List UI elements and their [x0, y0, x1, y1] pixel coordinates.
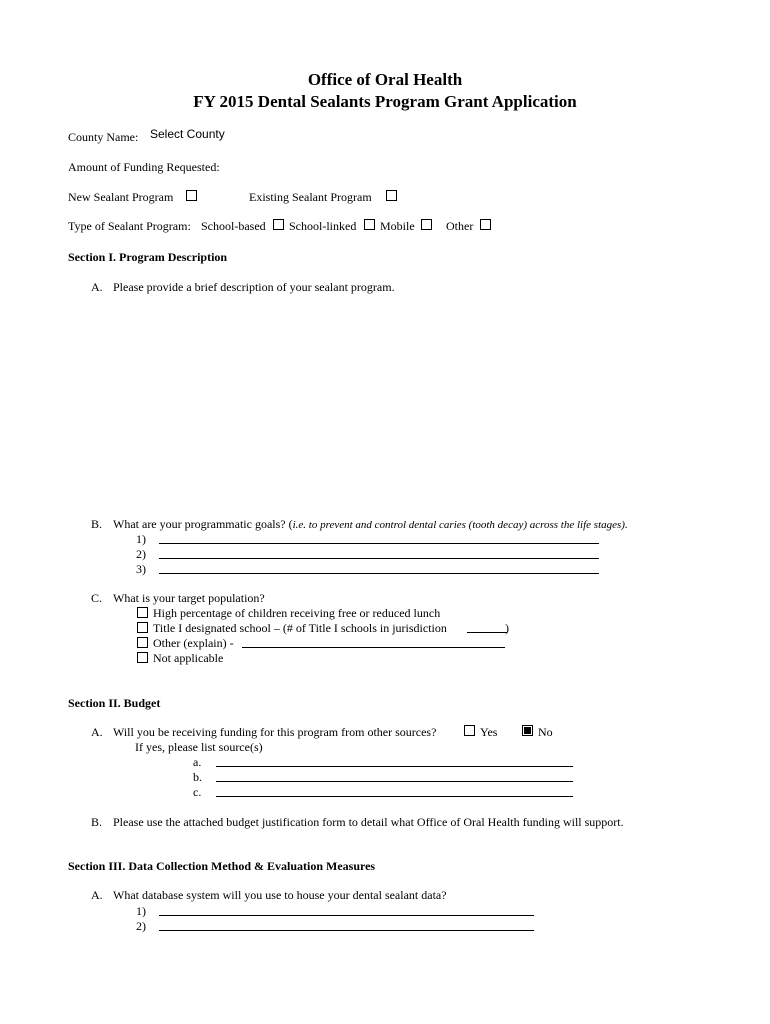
source-c-field[interactable] [216, 796, 573, 797]
database-1-label: 1) [136, 904, 146, 918]
source-b-field[interactable] [216, 781, 573, 782]
mobile-checkbox[interactable] [421, 219, 432, 230]
section-2-heading: Section II. Budget [68, 696, 161, 710]
database-2-label: 2) [136, 919, 146, 933]
target-other-explain-field[interactable] [242, 647, 505, 648]
source-a-field[interactable] [216, 766, 573, 767]
section-3a-letter: A. [91, 888, 103, 902]
goal-2-field[interactable] [159, 558, 599, 559]
existing-program-label: Existing Sealant Program [249, 190, 372, 204]
target-title-i-label: Title I designated school – (# of Title I schools in jurisdiction [153, 621, 447, 635]
county-label: County Name: [68, 130, 139, 144]
section-3a-question: What database system will you use to house your dental sealant data? [113, 888, 447, 902]
funding-sources-prompt: If yes, please list source(s) [135, 740, 263, 754]
page-subtitle: FY 2015 Dental Sealants Program Grant Application [193, 92, 577, 111]
source-c-label: c. [193, 785, 202, 799]
other-funding-yes-label: Yes [480, 725, 498, 739]
program-type-label: Type of Sealant Program: [68, 219, 191, 233]
goal-1-label: 1) [136, 532, 146, 546]
section-2a-letter: A. [91, 725, 103, 739]
page-title: Office of Oral Health [307, 70, 463, 89]
section-2b-instruction: Please use the attached budget justification form to detail what Office of Oral Health funding will support. [113, 815, 624, 829]
database-1-field[interactable] [159, 915, 534, 916]
target-not-applicable-label: Not applicable [153, 651, 224, 665]
school-based-checkbox[interactable] [273, 219, 284, 230]
funding-label: Amount of Funding Requested: [68, 160, 220, 174]
option-other-label: Other [446, 219, 474, 233]
county-select[interactable]: Select County [150, 127, 225, 141]
target-title-i-checkbox[interactable] [137, 622, 148, 633]
section-1a-question: Please provide a brief description of your sealant program. [113, 280, 395, 294]
target-other-label: Other (explain) - [153, 636, 234, 650]
title-i-count-field[interactable] [467, 632, 507, 633]
section-1-heading: Section I. Program Description [68, 250, 228, 264]
database-2-field[interactable] [159, 930, 534, 931]
other-funding-no-label: No [538, 725, 553, 739]
section-1b-question: What are your programmatic goals? (i.e. to prevent and control dental caries (tooth decay) across the life stages). [113, 517, 628, 531]
other-funding-yes-checkbox[interactable] [464, 725, 475, 736]
option-school-linked-label: School-linked [289, 219, 357, 233]
other-checkbox[interactable] [480, 219, 491, 230]
option-school-based-label: School-based [201, 219, 266, 233]
section-1c-question: What is your target population? [113, 591, 265, 605]
section-3-heading: Section III. Data Collection Method & Evaluation Measures [68, 859, 376, 873]
goal-3-field[interactable] [159, 573, 599, 574]
section-1c-letter: C. [91, 591, 103, 605]
new-program-label: New Sealant Program [68, 190, 174, 204]
source-a-label: a. [193, 755, 202, 769]
option-mobile-label: Mobile [380, 219, 415, 233]
section-2b-letter: B. [91, 815, 103, 829]
target-title-i-suffix: ) [505, 621, 509, 635]
school-linked-checkbox[interactable] [364, 219, 375, 230]
target-high-percentage-label: High percentage of children receiving free or reduced lunch [153, 606, 441, 620]
goal-2-label: 2) [136, 547, 146, 561]
target-other-checkbox[interactable] [137, 637, 148, 648]
goal-1-field[interactable] [159, 543, 599, 544]
section-2a-question: Will you be receiving funding for this program from other sources? [113, 725, 437, 739]
existing-program-checkbox[interactable] [386, 190, 397, 201]
source-b-label: b. [193, 770, 202, 784]
target-high-percentage-checkbox[interactable] [137, 607, 148, 618]
goal-3-label: 3) [136, 562, 146, 576]
other-funding-no-checkbox[interactable] [522, 725, 533, 736]
section-1a-letter: A. [91, 280, 103, 294]
target-not-applicable-checkbox[interactable] [137, 652, 148, 663]
section-1b-letter: B. [91, 517, 103, 531]
new-program-checkbox[interactable] [186, 190, 197, 201]
